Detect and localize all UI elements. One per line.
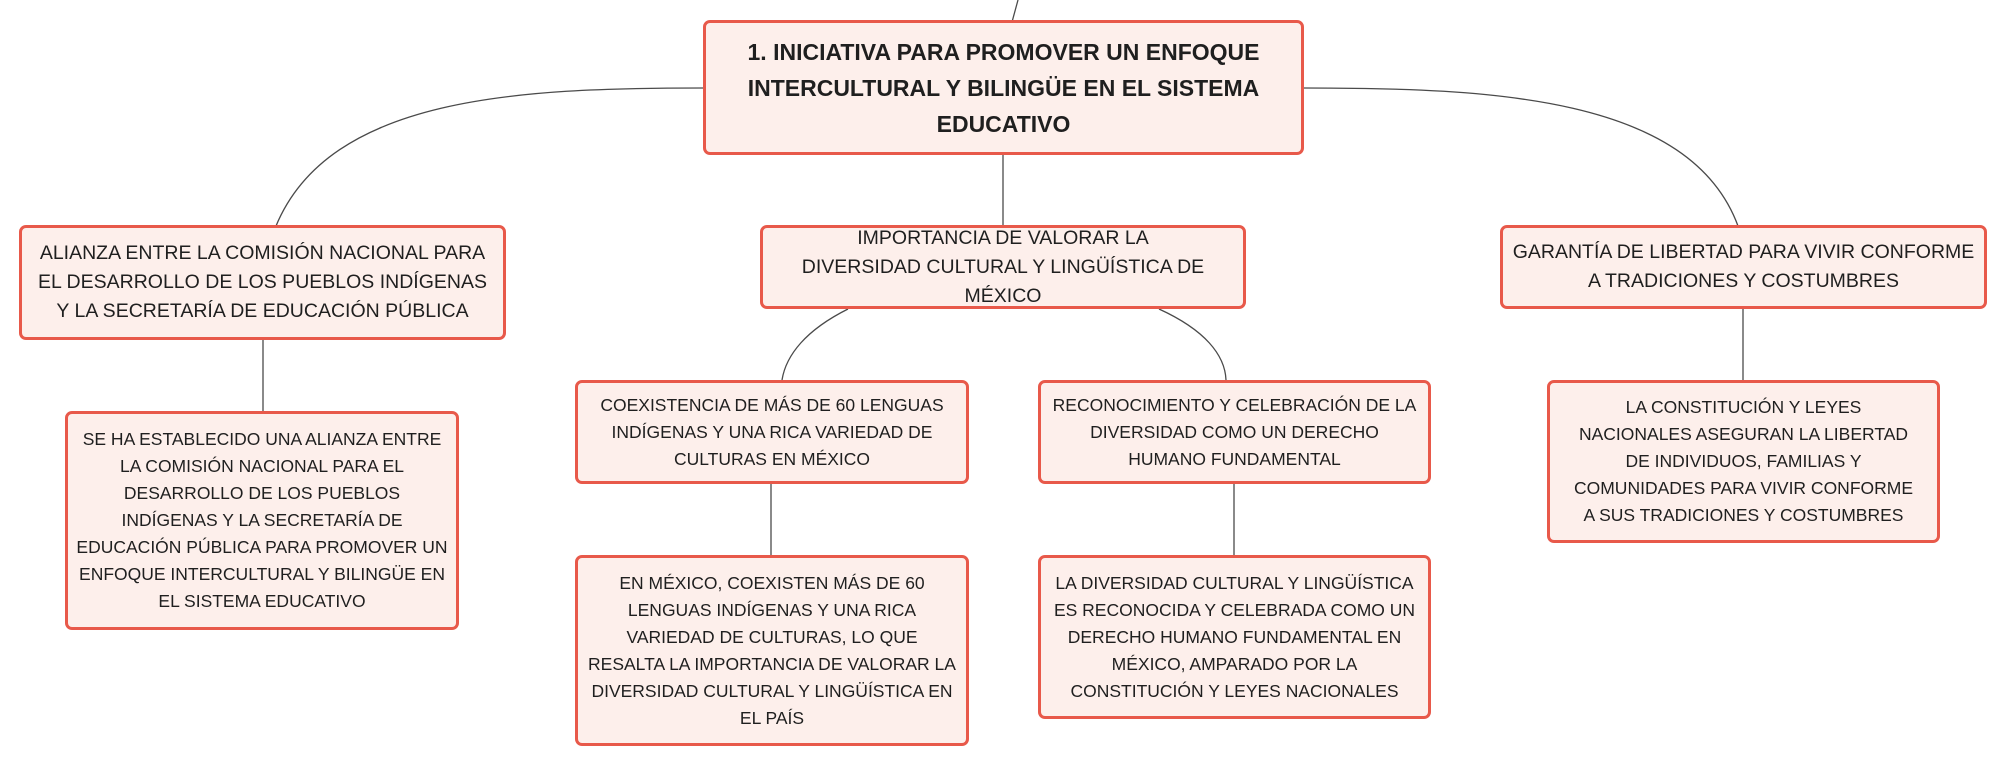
detail-alianza[interactable]: [65, 411, 459, 630]
topic-alianza[interactable]: [19, 225, 506, 340]
detail-alianza-text: SE HA ESTABLECIDO UNA ALIANZA ENTRE LA COMISIÓN NACIONAL PARA EL DESARROLLO DE LOS PUEBLOS INDÍGENAS Y LA SECRETARÍA DE EDUCACIÓN PÚBLICA PARA PROMOVER UN ENFOQUE INTERCULTURAL Y BILINGÜE EN EL SISTEMA EDUCATIVO: [76, 429, 448, 611]
connector-root-parent: [1012, 0, 1018, 22]
connector-root-to-garantia: [1304, 88, 1738, 226]
connector-importancia-to-reconocimiento: [1159, 309, 1226, 380]
topic-coexistencia[interactable]: [575, 380, 969, 484]
topic-coexistencia-text: COEXISTENCIA DE MÁS DE 60 LENGUAS INDÍGENAS Y UNA RICA VARIEDAD DE CULTURAS EN MÉXICO: [600, 394, 944, 469]
detail-reconocimiento-text: LA DIVERSIDAD CULTURAL Y LINGÜÍSTICA ES RECONOCIDA Y CELEBRADA COMO UN DERECHO HUMANO FUNDAMENTAL EN MÉXICO, AMPARADO POR LA CONSTITUCIÓN Y LEYES NACIONALES: [1053, 572, 1416, 701]
topic-reconocimiento-text: RECONOCIMIENTO Y CELEBRACIÓN DE LA DIVERSIDAD COMO UN DERECHO HUMANO FUNDAMENTAL: [1052, 394, 1417, 469]
topic-importancia[interactable]: [760, 225, 1246, 309]
connector-importancia-to-coexistencia: [782, 309, 848, 380]
topic-reconocimiento[interactable]: [1038, 380, 1431, 484]
topic-garantia[interactable]: [1500, 225, 1987, 309]
root-topic-text: 1. INICIATIVA PARA PROMOVER UN ENFOQUE INTERCULTURAL Y BILINGÜE EN EL SISTEMA EDUCATIVO: [747, 38, 1260, 137]
detail-reconocimiento[interactable]: [1038, 555, 1431, 719]
topic-alianza-text: ALIANZA ENTRE LA COMISIÓN NACIONAL PARA EL DESARROLLO DE LOS PUEBLOS INDÍGENAS Y LA SECRETARÍA DE EDUCACIÓN PÚBLICA: [37, 242, 487, 322]
topic-importancia-text: IMPORTANCIA DE VALORAR LA DIVERSIDAD CULTURAL Y LINGÜÍSTICA DE MÉXICO: [801, 226, 1205, 307]
detail-garantia[interactable]: [1547, 380, 1940, 543]
detail-coexistencia-text: EN MÉXICO, COEXISTEN MÁS DE 60 LENGUAS INDÍGENAS Y UNA RICA VARIEDAD DE CULTURAS, LO QUE RESALTA LA IMPORTANCIA DE VALORAR LA DIVERSIDAD CULTURAL Y LINGÜÍSTICA EN EL PAÍS: [588, 572, 956, 728]
topic-garantia-text: GARANTÍA DE LIBERTAD PARA VIVIR CONFORME A TRADICIONES Y COSTUMBRES: [1512, 241, 1975, 292]
detail-garantia-text: LA CONSTITUCIÓN Y LEYES NACIONALES ASEGURAN LA LIBERTAD DE INDIVIDUOS, FAMILIAS Y COMUNIDADES PARA VIVIR CONFORME A SUS TRADICIONES Y COSTUMBRES: [1573, 397, 1914, 525]
detail-coexistencia[interactable]: [575, 555, 969, 746]
root-topic[interactable]: [703, 20, 1304, 155]
connector-root-to-alianza: [276, 88, 703, 226]
